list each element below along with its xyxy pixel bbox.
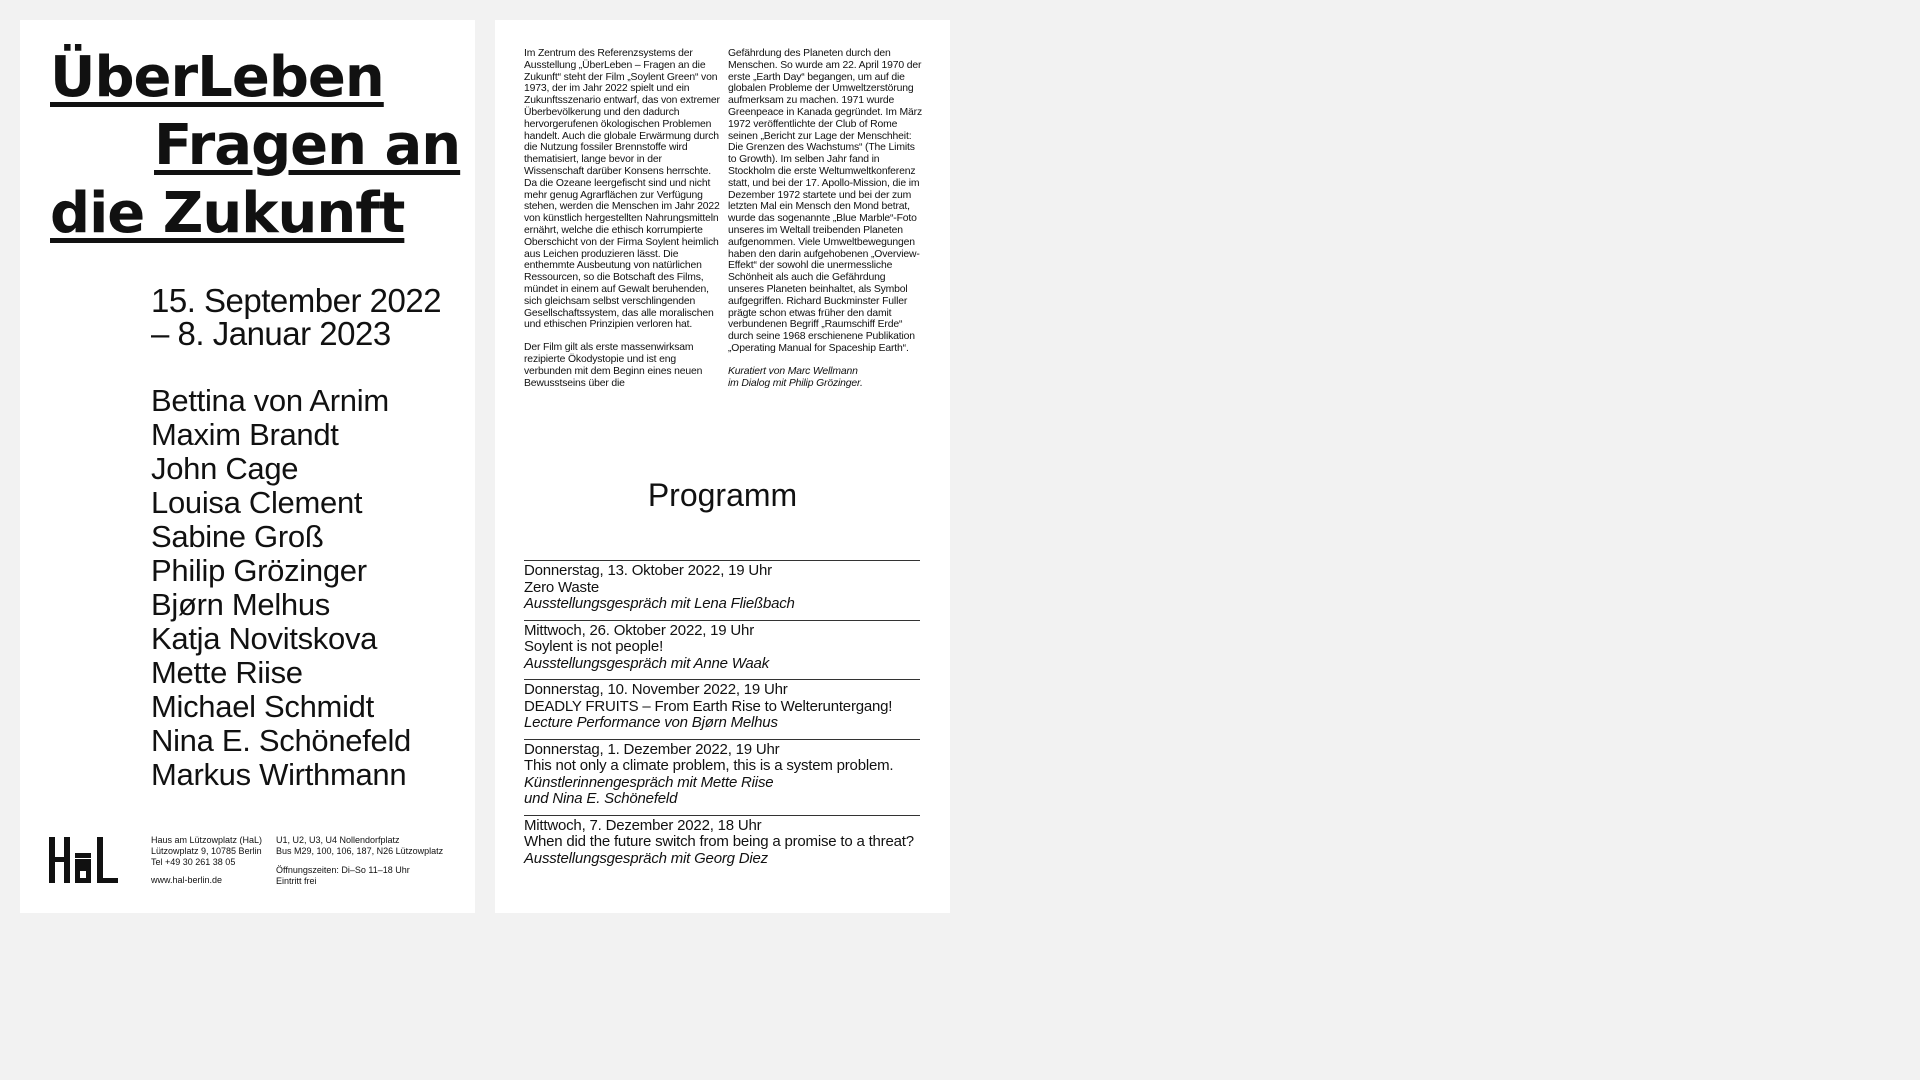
date-end: – 8. Januar 2023 — [151, 315, 391, 352]
artist-name: Katja Novitskova — [151, 621, 378, 656]
event-format: Ausstellungsgespräch mit Georg Diez — [524, 849, 768, 867]
curator-credit — [728, 366, 924, 390]
hours-line: Öffnungszeiten: Di–So 11–18 Uhr — [276, 865, 410, 875]
flyer-back-page — [495, 20, 950, 913]
artist-name: Bjørn Melhus — [151, 587, 331, 622]
event-item — [524, 679, 920, 739]
title-line-1: ÜberLeben — [50, 45, 384, 110]
event-item — [524, 620, 920, 680]
artist-name: Maxim Brandt — [151, 417, 339, 452]
event-date: Mittwoch, 26. Oktober 2022, 19 Uhr — [524, 621, 754, 639]
artist-name: Michael Schmidt — [151, 689, 374, 724]
event-title: When did the future switch from being a promise to a threat? — [524, 833, 914, 850]
artist-name: Louisa Clement — [151, 485, 363, 520]
title-line-3: die Zukunft — [50, 181, 405, 246]
artist-name: Mette Riise — [151, 655, 303, 690]
hal-logo — [49, 835, 121, 885]
transport-line: Bus M29, 100, 106, 187, N26 Lützowplatz — [276, 846, 444, 856]
event-date: Donnerstag, 1. Dezember 2022, 19 Uhr — [524, 740, 780, 758]
event-item — [524, 815, 920, 875]
artist-name: Nina E. Schönefeld — [151, 723, 411, 758]
event-list — [524, 560, 920, 874]
website-link[interactable]: www.hal-berlin.de — [151, 875, 223, 885]
event-title: Soylent is not people! — [524, 638, 664, 655]
address-line: Lützowplatz 9, 10785 Berlin — [151, 846, 262, 856]
essay-paragraph: Im Zentrum des Referenzsystems der Ausstellung „ÜberLeben – Fragen an die Zukunft“ steht der Film „Soylent Green“ von 1973, der im Jahr 2022 spielt und ein Zukunftsszenario entwarf, das von extremer Überbevölkerung und den dadurch hervorgerufenen ökologischen Problemen handelt. Auch die globale Erwärmung durch die Nutzung fossiler Brennstoffe wird thematisiert, lange bevor in der Wissenschaft darüber Konsens herrschte. Da die Ozeane leergefischt sind und nicht mehr genug Agrarflächen zur Verfügung stehen, werden die Menschen im Jahr 2022 von künstlich hergestellten Nahrungsmitteln ernährt, welche die ethisch korrumpierte Oberschicht von der Firma Soylent heimlich aus Leichen produzieren lässt. Die enthemmte Ausbeutung von natürlichen Ressourcen, so die Botschaft des Films, mündet in einem auf Gewalt beruhenden, sich gleichsam selbst verschlingenden Gesellschaftssystem, das alle moralischen und ethischen Prinzipien verloren hat. — [524, 48, 720, 331]
artist-name: Bettina von Arnim — [151, 383, 389, 418]
date-start: 15. September 2022 — [151, 282, 442, 319]
transport-line: U1, U2, U3, U4 Nollendorfplatz — [276, 835, 400, 845]
opening-hours — [276, 865, 410, 887]
hal-logo-mark — [49, 835, 121, 885]
event-format-cont: und Nina E. Schönefeld — [524, 790, 678, 807]
artist-name: Philip Grözinger — [151, 553, 367, 588]
event-format: Ausstellungsgespräch mit Lena Fließbach — [524, 595, 795, 612]
credit-line-2: im Dialog mit Philip Grözinger. — [728, 377, 863, 389]
essay-column-2 — [728, 48, 924, 400]
admission-line: Eintritt frei — [276, 876, 317, 886]
exhibition-title — [50, 44, 460, 248]
flyer-front-page — [20, 20, 475, 913]
address-block — [151, 835, 262, 868]
credit-line-1: Kuratiert von Marc Wellmann — [728, 365, 858, 377]
event-title: DEADLY FRUITS – From Earth Rise to Welteruntergang! — [524, 697, 893, 715]
artist-name: Markus Wirthmann — [151, 757, 407, 792]
address-line: Haus am Lützowplatz (HaL) — [151, 835, 263, 845]
event-title: This not only a climate problem, this is a system problem. — [524, 757, 894, 774]
artist-name: Sabine Groß — [151, 519, 324, 554]
event-item — [524, 739, 920, 815]
event-date: Donnerstag, 13. Oktober 2022, 19 Uhr — [524, 562, 772, 579]
essay-paragraph: Gefährdung des Planeten durch den Menschen. So wurde am 22. April 1970 der erste „Earth Day“ begangen, um auf die globalen Probleme der Umweltzerstörung aufmerksam zu machen. 1971 wurde Greenpeace in Kanada gegründet. Im März 1972 veröffentlichte der Club of Rome seinen „Bericht zur Lage der Menschheit: Die Grenzen des Wachstums“ (The Limits to Growth). Im selben Jahr fand in Stockholm die erste Weltumweltkonferenz statt, und bei der 17. Apollo-Mission, die im Dezember 1972 startete und bei der zum letzten Mal ein Mensch den Mond betrat, wurde das sogenannte „Blue Marble“-Foto unseres im Weltall treibenden Planeten aufgenommen. Viele Umweltbewegungen haben den darin aufgehobenen „Overview-Effekt“ der sowohl die unermessliche Schönheit als auch die Gefährdung unseres Planeten beinhaltet, als Symbol aufgegriffen. Richard Buckminster Fuller prägte schon etwas früher den damit verbundenen Begriff „Raumschiff Erde“ durch seine 1968 erschienene Publikation „Operating Manual for Spaceship Earth“. — [728, 48, 923, 354]
artist-list — [151, 384, 471, 792]
event-date: Mittwoch, 7. Dezember 2022, 18 Uhr — [524, 816, 762, 834]
event-date: Donnerstag, 10. November 2022, 19 Uhr — [524, 681, 788, 698]
event-title: Zero Waste — [524, 578, 599, 596]
artist-name: John Cage — [151, 451, 299, 486]
essay-paragraph: Der Film gilt als erste massenwirksam rezipierte Ökodystopie und ist eng verbunden mit dem Beginn eines neuen Bewusstseins über die — [524, 342, 703, 389]
event-item — [524, 560, 920, 620]
event-format: Lecture Performance von Bjørn Melhus — [524, 714, 778, 731]
transport-block — [276, 835, 443, 857]
exhibition-dates — [151, 284, 471, 350]
event-format: Ausstellungsgespräch mit Anne Waak — [524, 654, 769, 672]
phone-line: Tel +49 30 261 38 05 — [151, 857, 236, 867]
essay-column-1 — [524, 48, 720, 400]
programm-heading: Programm — [647, 477, 798, 513]
title-line-2: Fragen an — [154, 113, 461, 178]
event-format: Künstlerinnengespräch mit Mette Riise — [524, 773, 774, 791]
